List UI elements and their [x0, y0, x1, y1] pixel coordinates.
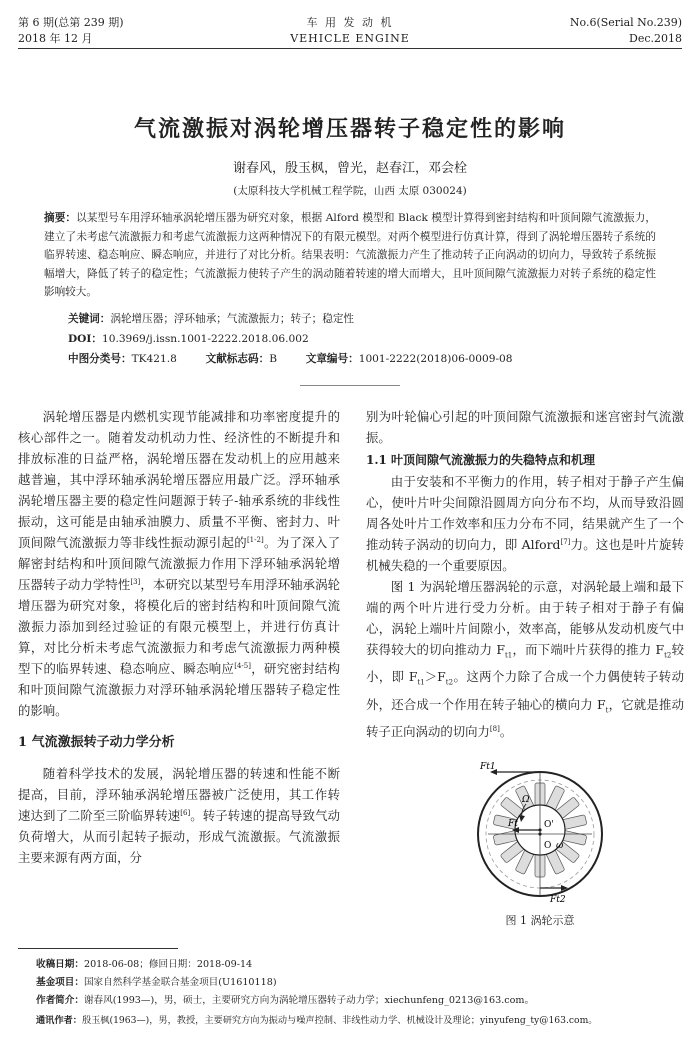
stator-center [538, 832, 541, 835]
left-column [18, 406, 340, 868]
figure-1-caption: 图 1 涡轮示意 [505, 914, 575, 927]
label-o-prime: O' [544, 820, 554, 830]
keywords-text: 涡轮增压器；浮环轴承；气流激振力；转子；稳定性 [110, 313, 355, 325]
fund-project: 基金项目：国家自然科学基金联合基金项目(U1610118) [36, 977, 277, 988]
abstract [44, 209, 656, 302]
section-1-heading: 1 气流激振转子动力学分析 [18, 735, 175, 750]
continued-paragraph: 别为叶轮偏心引起的叶顶间隙气流激振和迷宫密封气流激振。 [366, 409, 684, 445]
article-number-value: 1001-2222(2018)06-0009-08 [358, 353, 513, 365]
paper-title: 气流激振对涡轮增压器转子稳定性的影响 [133, 116, 566, 142]
label-ft1: Ft1 [480, 762, 496, 772]
turbine-diagram [470, 758, 610, 906]
doi [68, 330, 658, 349]
figure-1-paragraph: 图 1 为涡轮增压器涡轮的示意，对涡轮最上端和最下端的两个叶片进行受力分析。由于转子相对于静子有偏心，涡轮上端叶片间隙小，效率高，能够从发动机废气中获得较大的切向推动力 $F_{t1}$，而下端叶片获得的推力 $F_{t2}$较小，即 $F_{t1}>F_{t2}$。这两个力除了合成一个力偶使转子转动外，还合成一个作用在转子轴心的横向力 $F_t$，它就是推动转子正向涡动的切向力[8]。 [366, 579, 685, 740]
abstract-text: 以某型号车用浮环轴承涡轮增压器为研究对象，根据 Alford 模型和 Black 模型计算得到密封结构和叶顶间隙气流激振力，建立了未考虑气流激振力和考虑气流激振力这两种情况下的有限元模型。对两个模型进行仿真计算，得到了涡轮增压器转子系统的临界转速、稳态响应、瞬态响应，并进行了对比分析。结果表明：气流激振力产生了推动转子正向涡动的切向力，导致转子系统振幅增大，降低了转子的稳定性；气流激振力使转子产生的涡动随着转速的增大而增大，且叶顶间隙气流激振力对转子系统的稳定性影响较大。 [44, 212, 657, 298]
section-1-1-heading: 1.1 叶顶间隙气流激振力的失稳特点和机理 [366, 453, 596, 467]
affiliation: (太原科技大学机械工程学院，山西 太原 030024) [233, 185, 467, 197]
doc-code-label: 文献标志码： [205, 353, 270, 365]
issue-date-en: Dec.2018 [629, 32, 682, 45]
doc-code-value: B [269, 353, 277, 365]
classification [68, 350, 658, 369]
citation: [1-2] [246, 535, 264, 544]
alford-paragraph: 由于安装和不平衡力的作用，转子相对于静子产生偏心，使叶片叶尖间隙沿圆周方向分布不均，从而导致沿圆周各处叶片工作效率和压力分布不同，结果就产生了一个推动转子涡动的切向力，即 Alford[7]力。这也是叶片旋转机械失稳的一个重要原因。 [366, 474, 685, 573]
doi-text: 10.3969/j.issn.1001-2222.2018.06.002 [101, 333, 309, 345]
label-small-omega: ω [556, 841, 564, 851]
article-number-label: 文章编号： [305, 353, 359, 365]
header-rule [18, 48, 682, 49]
intro-paragraph: 涡轮增压器是内燃机实现节能减排和功率密度提升的核心部件之一。随着发动机动力性、经济性的不断提升和排放标准的日益严格，涡轮增压器在发动机上的应用越来越普遍，其中浮环轴承涡轮增压器应用最广泛。浮环轴承涡轮增压器主要的稳定性问题源于转子-轴承系统的非线性振动，这可能是由轴承油膜力、质量不平衡、密封力、叶顶间隙气流激振力等非线性振动源引起的[1-2]。为了深入了解密封结构和叶顶间隙气流激振力作用下浮环轴承涡轮增压器转子动力学特性[3]，本研究以某型号车用浮环轴承涡轮增压器为研究对象，将模化后的密封结构和叶顶间隙气流激振力添加到经过验证的有限元模型上，并进行仿真计算，对比分析未考虑气流激振力和考虑气流激振力两种模型下的临界转速、稳态响应、瞬态响应[4-5]，研究密封结构和叶顶间隙气流激振力对浮环轴承涡轮增压器转子稳定性的影响。 [18, 409, 341, 718]
issue-number-en: No.6(Serial No.239) [569, 16, 682, 29]
citation: [6] [180, 808, 191, 817]
clc-label: 中图分类号： [68, 353, 132, 365]
label-o: O [544, 841, 552, 851]
abstract-divider [300, 385, 400, 386]
issue-date: 2018 年 12 月 [18, 32, 93, 45]
corresponding-author: 通讯作者：殷玉枫(1963—)，男，教授，主要研究方向为振动与噪声控制、非线性动力学、机械设计及理论；yinyufeng_ty@163.com。 [36, 1015, 598, 1026]
keywords [68, 310, 658, 329]
author-bio: 作者简介：谢春风(1993—)，男，硕士，主要研究方向为涡轮增压器转子动力学；xiechunfeng_0213@163.com。 [36, 995, 535, 1006]
received-date: 收稿日期：2018-06-08；修回日期：2018-09-14 [36, 959, 253, 970]
authors: 谢春风，殷玉枫，曾光，赵春江，邓会栓 [232, 161, 467, 176]
right-column [366, 406, 684, 742]
section-1-paragraph: 随着科学技术的发展，涡轮增压器的转速和性能不断提高，目前，浮环轴承涡轮增压器被广泛使用，其工作转速达到了二阶至三阶临界转速[6]。转子转速的提高导致气动负荷增大，从而引起转子振动，形成气流激振。气流激振主要来源有两方面，分 [18, 766, 341, 865]
abstract-label: 摘要： [44, 212, 77, 224]
citation: [8] [489, 725, 500, 734]
citation: [3] [130, 577, 141, 586]
doi-label: DOI： [68, 333, 102, 345]
label-big-omega: Ω [522, 795, 530, 805]
label-ft2: Ft2 [550, 895, 566, 905]
label-ft: Ft [508, 819, 518, 829]
citation: [7] [560, 537, 571, 546]
journal-name-cn: 车 用 发 动 机 [306, 16, 394, 29]
journal-name-en: VEHICLE ENGINE [290, 32, 410, 45]
keywords-label: 关键词： [68, 313, 111, 325]
citation: [4-5] [234, 661, 251, 670]
clc-value: TK421.8 [131, 353, 177, 365]
rotor-center [538, 828, 541, 831]
issue-number: 第 6 期(总第 239 期) [18, 16, 124, 29]
footnote-rule [18, 948, 178, 949]
